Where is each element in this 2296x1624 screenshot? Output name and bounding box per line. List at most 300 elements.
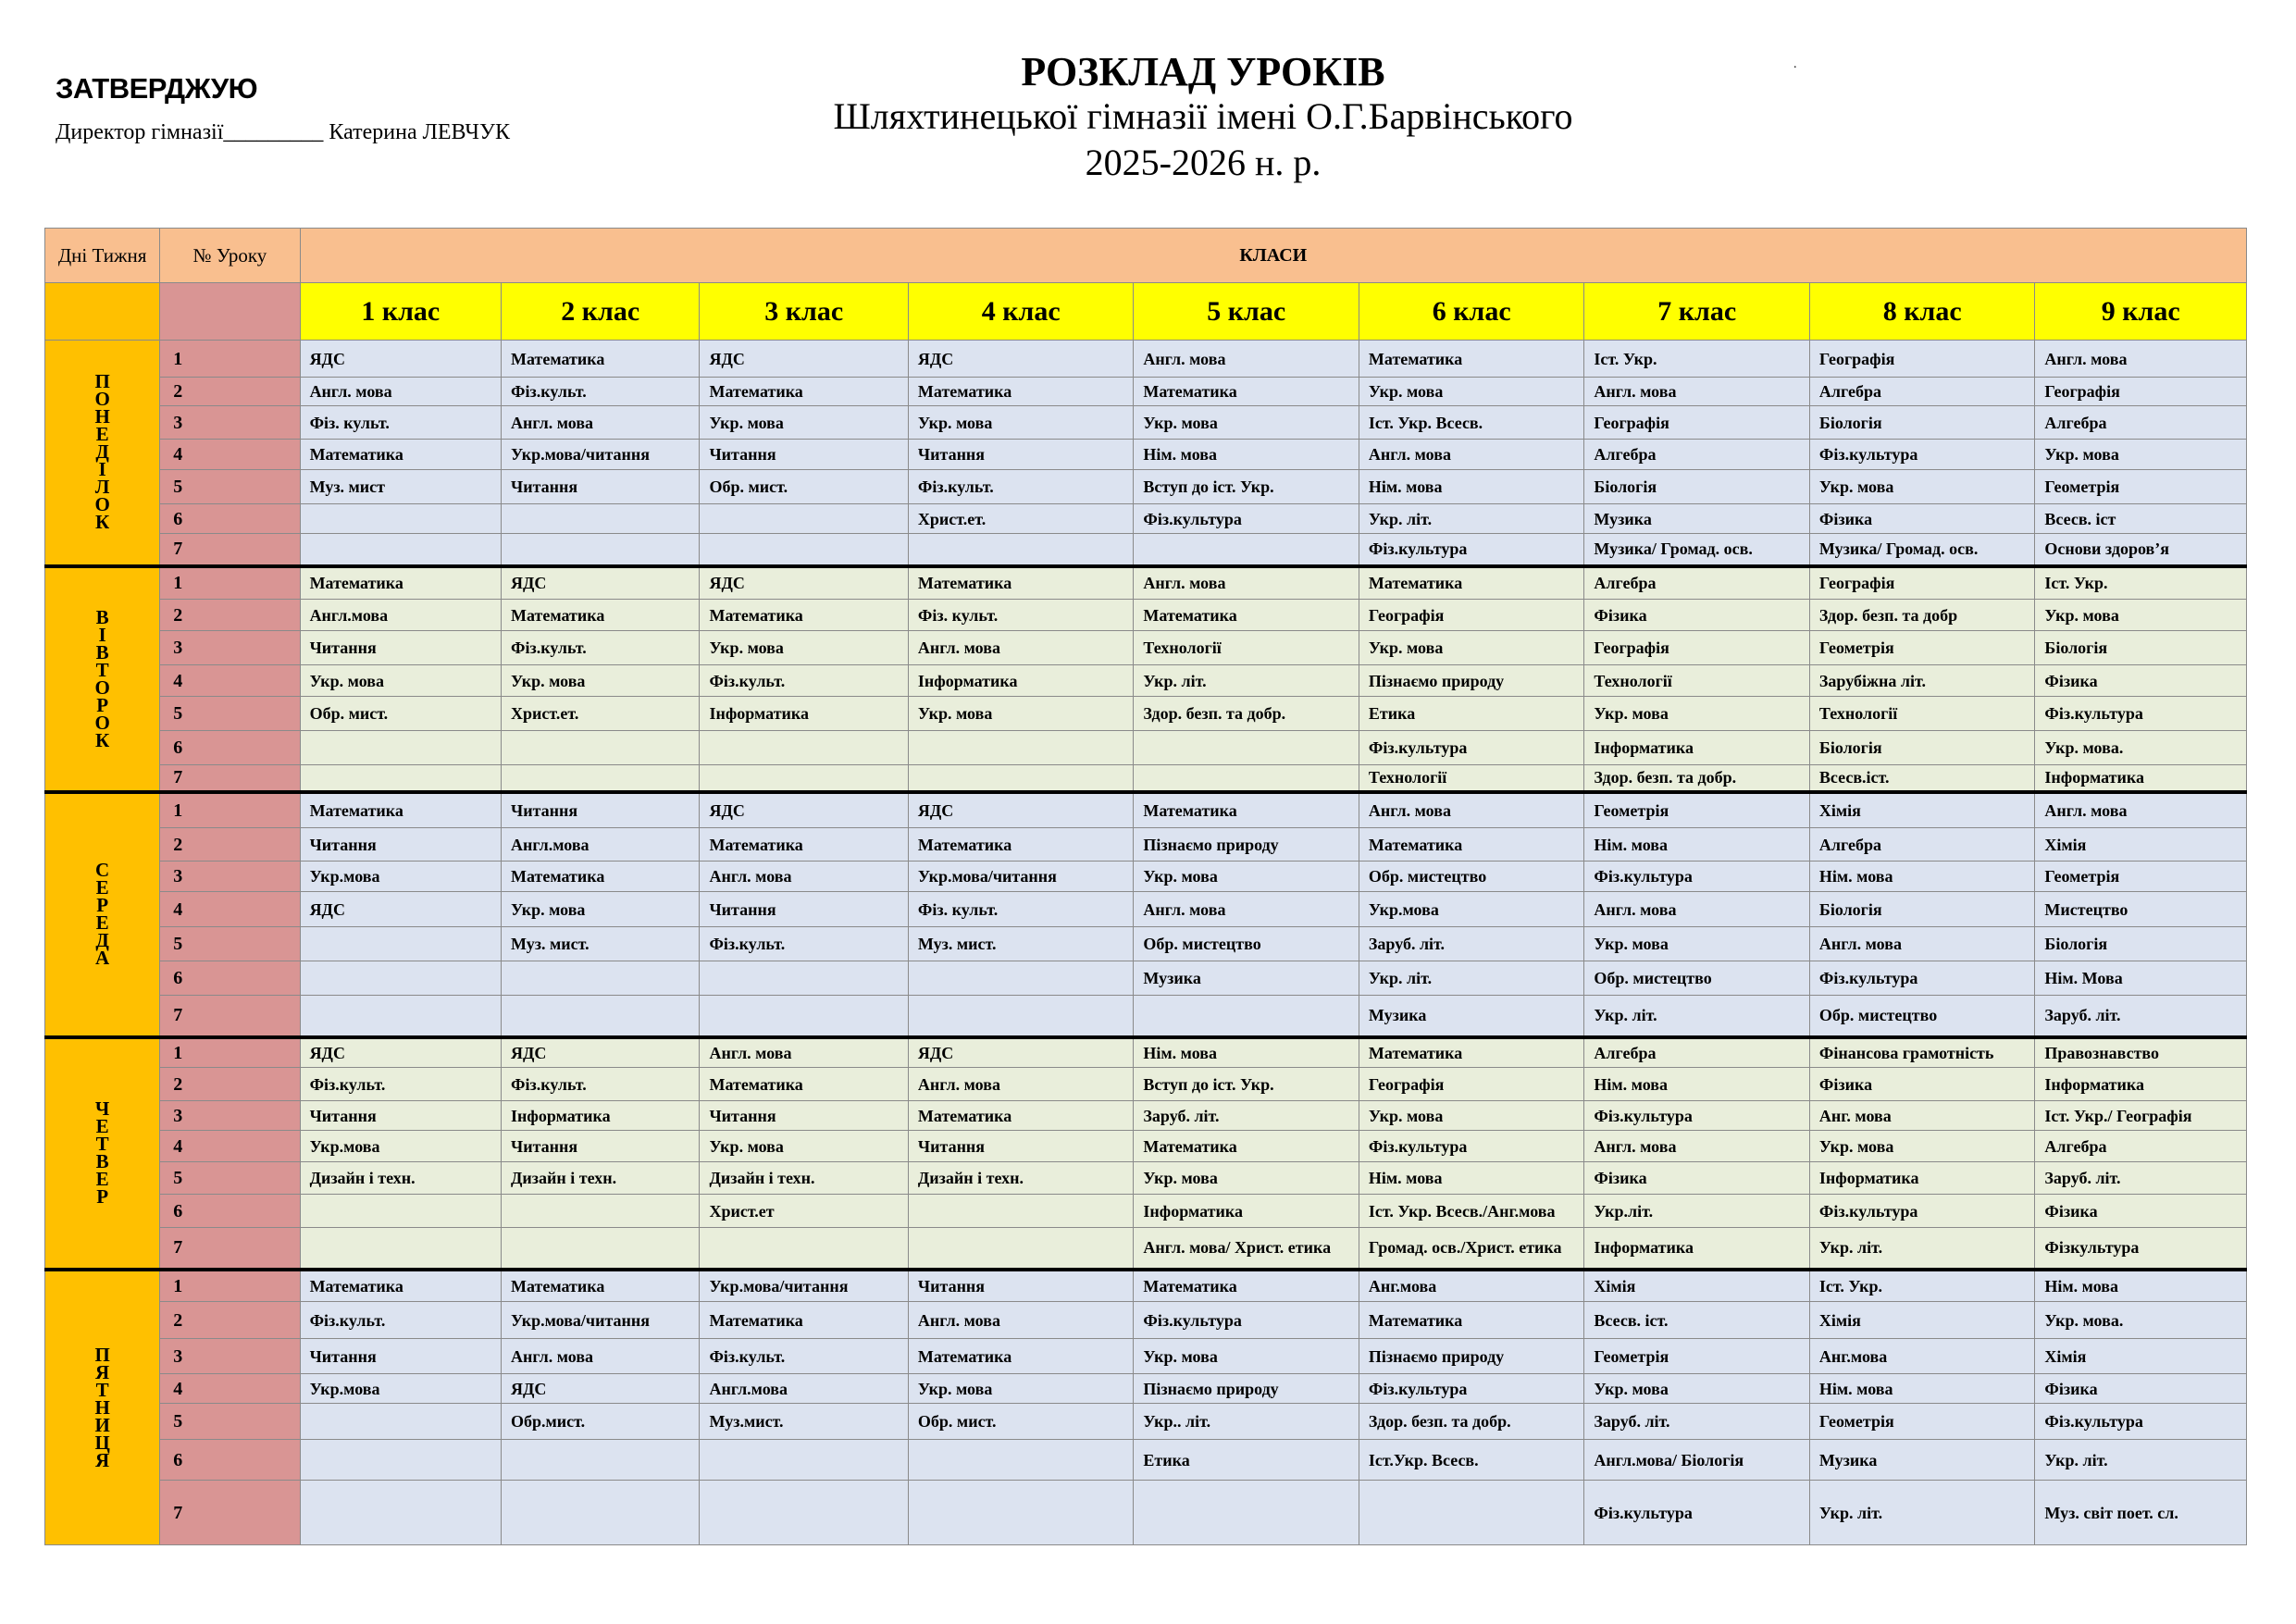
lesson-cell: Біологія (1584, 470, 1810, 504)
lesson-cell: Математика (908, 828, 1134, 862)
day-letter: С (95, 859, 110, 881)
lesson-cell (502, 731, 700, 765)
lesson-number: 5 (160, 470, 300, 504)
lesson-cell: Іст. Укр. Всесв. (1359, 406, 1584, 440)
lesson-cell: Англ.мова (502, 828, 700, 862)
lesson-number: 6 (160, 961, 300, 996)
lesson-cell: Укр. мова (1359, 631, 1584, 665)
lesson-cell: Математика (502, 341, 700, 378)
lesson-number: 5 (160, 697, 300, 731)
lesson-cell (502, 534, 700, 566)
day-label (45, 1037, 160, 1270)
lesson-cell: Географія (2035, 378, 2247, 406)
lesson-cell (1134, 534, 1359, 566)
director-signature-line: Директор гімназії_________ Катерина ЛЕВЧУК (56, 120, 510, 144)
lesson-cell: Математика (1359, 341, 1584, 378)
lesson-cell: Анг.мова (1809, 1339, 2035, 1374)
day-letter: О (94, 676, 110, 699)
lesson-cell: Укр. літ. (2035, 1440, 2247, 1481)
lesson-cell: Фіз.культура (1809, 440, 2035, 470)
lesson-cell: Англ. мова (2035, 792, 2247, 828)
lesson-number: 7 (160, 534, 300, 566)
lesson-cell: Обр. мистецтво (1809, 996, 2035, 1037)
lesson-cell: Фіз.культ. (700, 665, 908, 697)
lesson-cell: Іст.Укр. Всесв. (1359, 1440, 1584, 1481)
lesson-cell: Біологія (1809, 731, 2035, 765)
lesson-cell: Англ. мова (1809, 927, 2035, 961)
lesson-cell: Англ. мова (908, 631, 1134, 665)
lesson-cell: ЯДС (908, 1037, 1134, 1068)
lesson-cell: Укр. літ. (1809, 1228, 2035, 1270)
header-days: Дні Тижня (45, 229, 160, 283)
lesson-cell: Фіз.культура (1134, 504, 1359, 534)
lesson-cell: Біологія (2035, 631, 2247, 665)
lesson-cell (300, 1481, 501, 1545)
header-blank-num (160, 283, 300, 341)
lesson-cell: Математика (300, 1270, 501, 1302)
lesson-cell: Фіз.культ. (502, 378, 700, 406)
lesson-cell: Англ. мова (908, 1302, 1134, 1339)
lesson-cell (1134, 765, 1359, 792)
day-letter: Е (95, 1115, 109, 1137)
table-row (45, 504, 2247, 534)
lesson-cell: Обр. мист. (700, 470, 908, 504)
lesson-cell: Заруб. літ. (1584, 1404, 1810, 1440)
lesson-cell (700, 1440, 908, 1481)
lesson-cell: Укр. мова (908, 697, 1134, 731)
lesson-cell: Англ. мова (1134, 566, 1359, 600)
lesson-cell: Фіз. культ. (300, 406, 501, 440)
lesson-cell (300, 765, 501, 792)
lesson-cell (300, 961, 501, 996)
lesson-cell: Математика (1359, 828, 1584, 862)
day-letter: Т (95, 658, 109, 681)
lesson-cell: Алгебра (1809, 828, 2035, 862)
lesson-cell: Музика/ Громад. осв. (1809, 534, 2035, 566)
lesson-cell: Англ. мова (908, 1068, 1134, 1101)
lesson-cell: Хімія (2035, 828, 2247, 862)
lesson-cell: Хімія (1584, 1270, 1810, 1302)
lesson-number: 7 (160, 765, 300, 792)
lesson-cell: Англ. мова (1584, 378, 1810, 406)
lesson-cell: Здор. безп. та добр (1809, 600, 2035, 631)
class-header: 1 клас (300, 283, 501, 341)
day-letter: Т (95, 1378, 109, 1401)
lesson-cell: Іст. Укр. (1584, 341, 1810, 378)
day-letter: Я (95, 1360, 110, 1383)
lesson-cell: Укр.мова (300, 1131, 501, 1162)
table-row (45, 927, 2247, 961)
lesson-cell: Укр.мова (300, 862, 501, 892)
lesson-cell: Укр. мова (300, 665, 501, 697)
lesson-number: 4 (160, 440, 300, 470)
lesson-cell: Іст. Укр. (1809, 1270, 2035, 1302)
class-header: 5 клас (1134, 283, 1359, 341)
lesson-cell: Читання (908, 1131, 1134, 1162)
lesson-cell: Укр. літ. (1809, 1481, 2035, 1545)
lesson-cell: Укр.мова (1359, 892, 1584, 927)
lesson-cell: Фізика (1584, 1162, 1810, 1195)
day-letter: В (95, 605, 109, 628)
lesson-cell: Дизайн і техн. (700, 1162, 908, 1195)
lesson-cell: Укр. мова (700, 631, 908, 665)
lesson-cell: Біологія (1809, 406, 2035, 440)
lesson-cell: Укр. мова. (2035, 731, 2247, 765)
lesson-cell: Англ. мова (1134, 341, 1359, 378)
lesson-cell: Технології (1809, 697, 2035, 731)
lesson-cell (300, 996, 501, 1037)
day-letters (45, 859, 159, 969)
lesson-cell: Здор. безп. та добр. (1584, 765, 1810, 792)
table-row (45, 341, 2247, 378)
lesson-cell: Математика (908, 378, 1134, 406)
lesson-cell: ЯДС (300, 1037, 501, 1068)
lesson-cell: Здор. безп. та добр. (1134, 697, 1359, 731)
lesson-cell: Фінансова грамотність (1809, 1037, 2035, 1068)
header-blank-day (45, 283, 160, 341)
lesson-cell: Укр. мова (700, 406, 908, 440)
lesson-cell (502, 1228, 700, 1270)
lesson-cell: Географія (1359, 1068, 1584, 1101)
school-name: Шляхтинецької гімназії імені О.Г.Барвінського (833, 95, 1573, 137)
day-letter: Е (95, 1168, 109, 1190)
table-row (45, 1339, 2247, 1374)
lesson-cell: ЯДС (700, 341, 908, 378)
lesson-cell: Основи здоров’я (2035, 534, 2247, 566)
lesson-cell: Укр. мова (2035, 600, 2247, 631)
day-letter: В (95, 1150, 109, 1172)
lesson-cell (502, 1481, 700, 1545)
lesson-cell: Мистецтво (2035, 892, 2247, 927)
lesson-cell: Правознавство (2035, 1037, 2247, 1068)
lesson-cell: Технології (1359, 765, 1584, 792)
lesson-cell: Пізнаємо природу (1134, 828, 1359, 862)
lesson-cell: Іст. Укр. (2035, 566, 2247, 600)
lesson-cell (1134, 996, 1359, 1037)
lesson-cell: Музика (1134, 961, 1359, 996)
day-letter: Р (96, 693, 109, 716)
lesson-cell: Укр.мова/читання (908, 862, 1134, 892)
page-title: РОЗКЛАД УРОКІВ (1021, 49, 1385, 94)
table-row (45, 470, 2247, 504)
lesson-cell (300, 1404, 501, 1440)
lesson-cell: Фіз.культура (1584, 1101, 1810, 1131)
lesson-cell: Алгебра (1809, 378, 2035, 406)
table-row (45, 731, 2247, 765)
table-row (45, 792, 2247, 828)
lesson-cell: Географія (1584, 631, 1810, 665)
lesson-cell: Алгебра (1584, 566, 1810, 600)
lesson-cell (300, 1195, 501, 1228)
lesson-number: 5 (160, 1162, 300, 1195)
lesson-number: 2 (160, 1068, 300, 1101)
day-label (45, 566, 160, 792)
lesson-cell (908, 1440, 1134, 1481)
lesson-cell: Інформатика (700, 697, 908, 731)
lesson-cell (300, 504, 501, 534)
lesson-cell: Іст. Укр./ Географія (2035, 1101, 2247, 1131)
lesson-number: 3 (160, 1339, 300, 1374)
lesson-cell: Читання (300, 631, 501, 665)
day-letter: Р (96, 1185, 109, 1208)
lesson-cell: Нім. мова (1809, 1374, 2035, 1404)
lesson-cell (700, 534, 908, 566)
table-row (45, 765, 2247, 792)
lesson-cell (908, 534, 1134, 566)
lesson-cell: Фіз.культура (1359, 1374, 1584, 1404)
lesson-number: 3 (160, 631, 300, 665)
table-row (45, 1270, 2247, 1302)
day-letter: Н (94, 405, 110, 428)
lesson-cell: Укр. мова (2035, 440, 2247, 470)
table-row (45, 961, 2247, 996)
day-letter: Ц (94, 1431, 110, 1454)
day-letters (45, 370, 159, 534)
day-letter: Д (95, 929, 109, 951)
lesson-cell: Математика (700, 600, 908, 631)
lesson-cell: Географія (1359, 600, 1584, 631)
lesson-cell: Геометрія (1809, 1404, 2035, 1440)
lesson-cell: Обр. мист. (300, 697, 501, 731)
lesson-cell: Нім. мова (1584, 1068, 1810, 1101)
lesson-cell: ЯДС (908, 792, 1134, 828)
lesson-cell: Нім. мова (1359, 1162, 1584, 1195)
lesson-cell: Обр.мист. (502, 1404, 700, 1440)
lesson-cell: Укр. мова. (2035, 1302, 2247, 1339)
lesson-cell: ЯДС (502, 1374, 700, 1404)
lesson-cell: Укр.мова/читання (502, 1302, 700, 1339)
day-letter: К (95, 728, 110, 751)
table-row (45, 1162, 2247, 1195)
lesson-cell: Фіз.культура (2035, 697, 2247, 731)
day-letter: П (94, 1343, 110, 1366)
lesson-cell: Муз. світ поет. сл. (2035, 1481, 2247, 1545)
table-row (45, 1404, 2247, 1440)
lesson-cell: Пізнаємо природу (1359, 1339, 1584, 1374)
lesson-cell: Англ. мова (1134, 892, 1359, 927)
lesson-cell: Математика (1359, 1037, 1584, 1068)
lesson-cell: Укр.. літ. (1134, 1404, 1359, 1440)
lesson-cell (700, 1481, 908, 1545)
lesson-cell: Укр.літ. (1584, 1195, 1810, 1228)
table-row (45, 697, 2247, 731)
lesson-cell: ЯДС (502, 566, 700, 600)
lesson-cell: Фіз.культ. (300, 1302, 501, 1339)
lesson-cell: Укр. мова (502, 665, 700, 697)
lesson-cell (502, 996, 700, 1037)
day-letter: І (98, 458, 106, 481)
lesson-cell: Англ. мова (1584, 1131, 1810, 1162)
lesson-cell: ЯДС (502, 1037, 700, 1068)
lesson-cell: Інформатика (1584, 1228, 1810, 1270)
lesson-cell: Вступ до іст. Укр. (1134, 1068, 1359, 1101)
lesson-cell: Обр. мистецтво (1359, 862, 1584, 892)
lesson-cell: Фіз.культура (1134, 1302, 1359, 1339)
lesson-number: 4 (160, 892, 300, 927)
lesson-cell: Всесв.іст. (1809, 765, 2035, 792)
schedule-table (44, 228, 2247, 1545)
day-letter: Н (94, 1395, 110, 1419)
day-letter: В (95, 640, 109, 663)
table-row (45, 665, 2247, 697)
lesson-cell: Математика (300, 792, 501, 828)
lesson-number: 3 (160, 862, 300, 892)
lesson-cell: Фіз.культ. (300, 1068, 501, 1101)
lesson-cell: Укр. мова (700, 1131, 908, 1162)
day-letter: Я (95, 1448, 110, 1471)
lesson-number: 5 (160, 927, 300, 961)
day-letter: Р (96, 894, 109, 916)
table-row (45, 996, 2247, 1037)
lesson-cell: Читання (300, 1101, 501, 1131)
lesson-cell: Фіз. культ. (908, 600, 1134, 631)
lesson-cell: Хімія (2035, 1339, 2247, 1374)
lesson-cell: Обр. мистецтво (1134, 927, 1359, 961)
lesson-number: 4 (160, 665, 300, 697)
lesson-number: 3 (160, 406, 300, 440)
table-row (45, 1101, 2247, 1131)
lesson-cell: Геометрія (2035, 470, 2247, 504)
lesson-cell (1134, 1481, 1359, 1545)
lesson-cell: Алгебра (1584, 1037, 1810, 1068)
lesson-cell: Укр. мова (1359, 378, 1584, 406)
lesson-cell (700, 731, 908, 765)
lesson-cell: Технології (1134, 631, 1359, 665)
lesson-cell: Укр.мова/читання (502, 440, 700, 470)
lesson-cell: Пізнаємо природу (1134, 1374, 1359, 1404)
lesson-cell: Географія (1809, 566, 2035, 600)
lesson-cell: Укр. мова (1134, 1162, 1359, 1195)
lesson-number: 5 (160, 1404, 300, 1440)
table-row (45, 600, 2247, 631)
lesson-cell: Математика (908, 1339, 1134, 1374)
table-row (45, 1228, 2247, 1270)
table-row (45, 440, 2247, 470)
lesson-cell: Читання (700, 440, 908, 470)
lesson-cell: ЯДС (700, 566, 908, 600)
lesson-cell: Фізика (1809, 1068, 2035, 1101)
lesson-cell (908, 996, 1134, 1037)
lesson-cell: Математика (502, 862, 700, 892)
lesson-cell: Обр. мист. (908, 1404, 1134, 1440)
lesson-cell (300, 731, 501, 765)
lesson-cell: Христ.ет (700, 1195, 908, 1228)
lesson-cell (700, 996, 908, 1037)
lesson-cell: ЯДС (908, 341, 1134, 378)
lesson-cell: Інформатика (2035, 765, 2247, 792)
lesson-cell: Укр.мова/читання (700, 1270, 908, 1302)
day-label (45, 792, 160, 1037)
day-letter: И (94, 1413, 110, 1436)
lesson-cell: Дизайн і техн. (908, 1162, 1134, 1195)
day-letter: Е (95, 911, 109, 934)
lesson-cell (502, 1440, 700, 1481)
lesson-cell: Геометрія (1584, 1339, 1810, 1374)
header-lesson-number: № Уроку (160, 229, 300, 283)
lesson-cell: Анг.мова (1359, 1270, 1584, 1302)
lesson-cell: Фіз.культура (1584, 1481, 1810, 1545)
lesson-cell: Христ.ет. (502, 697, 700, 731)
lesson-cell: Інформатика (2035, 1068, 2247, 1101)
lesson-cell: Фіз.культ. (502, 631, 700, 665)
class-header: 6 клас (1359, 283, 1584, 341)
lesson-cell: Укр. мова (908, 1374, 1134, 1404)
table-row (45, 378, 2247, 406)
class-header: 2 клас (502, 283, 700, 341)
lesson-cell (300, 1440, 501, 1481)
lesson-number: 6 (160, 504, 300, 534)
lesson-cell: Інформатика (1584, 731, 1810, 765)
lesson-cell: Вступ до іст. Укр. (1134, 470, 1359, 504)
lesson-cell: Фіз.культура (2035, 1404, 2247, 1440)
lesson-cell: Укр. літ. (1359, 504, 1584, 534)
lesson-cell: Англ. мова (2035, 341, 2247, 378)
table-row (45, 862, 2247, 892)
table-row (45, 1481, 2247, 1545)
lesson-number: 2 (160, 378, 300, 406)
lesson-cell: Інформатика (502, 1101, 700, 1131)
lesson-cell: Англ. мова (1584, 892, 1810, 927)
lesson-cell: Фіз.культура (1359, 731, 1584, 765)
lesson-cell: Математика (502, 600, 700, 631)
day-letter: П (94, 370, 110, 393)
lesson-cell: Математика (700, 378, 908, 406)
day-letter: О (94, 388, 110, 411)
lesson-cell: Читання (502, 1131, 700, 1162)
day-letters (45, 605, 159, 751)
table-row (45, 1440, 2247, 1481)
lesson-number: 3 (160, 1101, 300, 1131)
lesson-number: 2 (160, 828, 300, 862)
day-letter: Д (95, 440, 109, 464)
lesson-cell (908, 765, 1134, 792)
day-letter: К (95, 511, 110, 534)
lesson-cell: Фіз. культ. (908, 892, 1134, 927)
lesson-number: 1 (160, 341, 300, 378)
lesson-cell: Фізика (2035, 1195, 2247, 1228)
lesson-cell (908, 1481, 1134, 1545)
class-header: 7 клас (1584, 283, 1810, 341)
approve-heading: ЗАТВЕРДЖУЮ (56, 72, 258, 105)
table-header-row (45, 229, 2247, 283)
lesson-number: 4 (160, 1374, 300, 1404)
lesson-cell: Укр. мова (1584, 1374, 1810, 1404)
lesson-cell: ЯДС (700, 792, 908, 828)
lesson-cell: Алгебра (2035, 406, 2247, 440)
lesson-cell: Фізика (2035, 1374, 2247, 1404)
day-label (45, 1270, 160, 1545)
lesson-cell: Технології (1584, 665, 1810, 697)
table-row (45, 1068, 2247, 1101)
lesson-cell: Фізика (1584, 600, 1810, 631)
lesson-cell: Англ. мова (300, 378, 501, 406)
lesson-cell: Географія (1584, 406, 1810, 440)
lesson-cell: Укр. мова (1134, 406, 1359, 440)
lesson-cell: Укр. мова (1584, 927, 1810, 961)
lesson-cell: Укр. мова (1134, 1339, 1359, 1374)
lesson-cell: Обр. мистецтво (1584, 961, 1810, 996)
lesson-cell: Математика (908, 566, 1134, 600)
day-letter: О (94, 493, 110, 516)
lesson-cell: Здор. безп. та добр. (1359, 1404, 1584, 1440)
lesson-cell: Математика (1359, 1302, 1584, 1339)
lesson-number: 2 (160, 1302, 300, 1339)
lesson-cell: Укр. мова (502, 892, 700, 927)
lesson-cell: Читання (502, 470, 700, 504)
lesson-cell (502, 765, 700, 792)
lesson-cell: Математика (700, 1302, 908, 1339)
lesson-cell: Геометрія (1809, 631, 2035, 665)
